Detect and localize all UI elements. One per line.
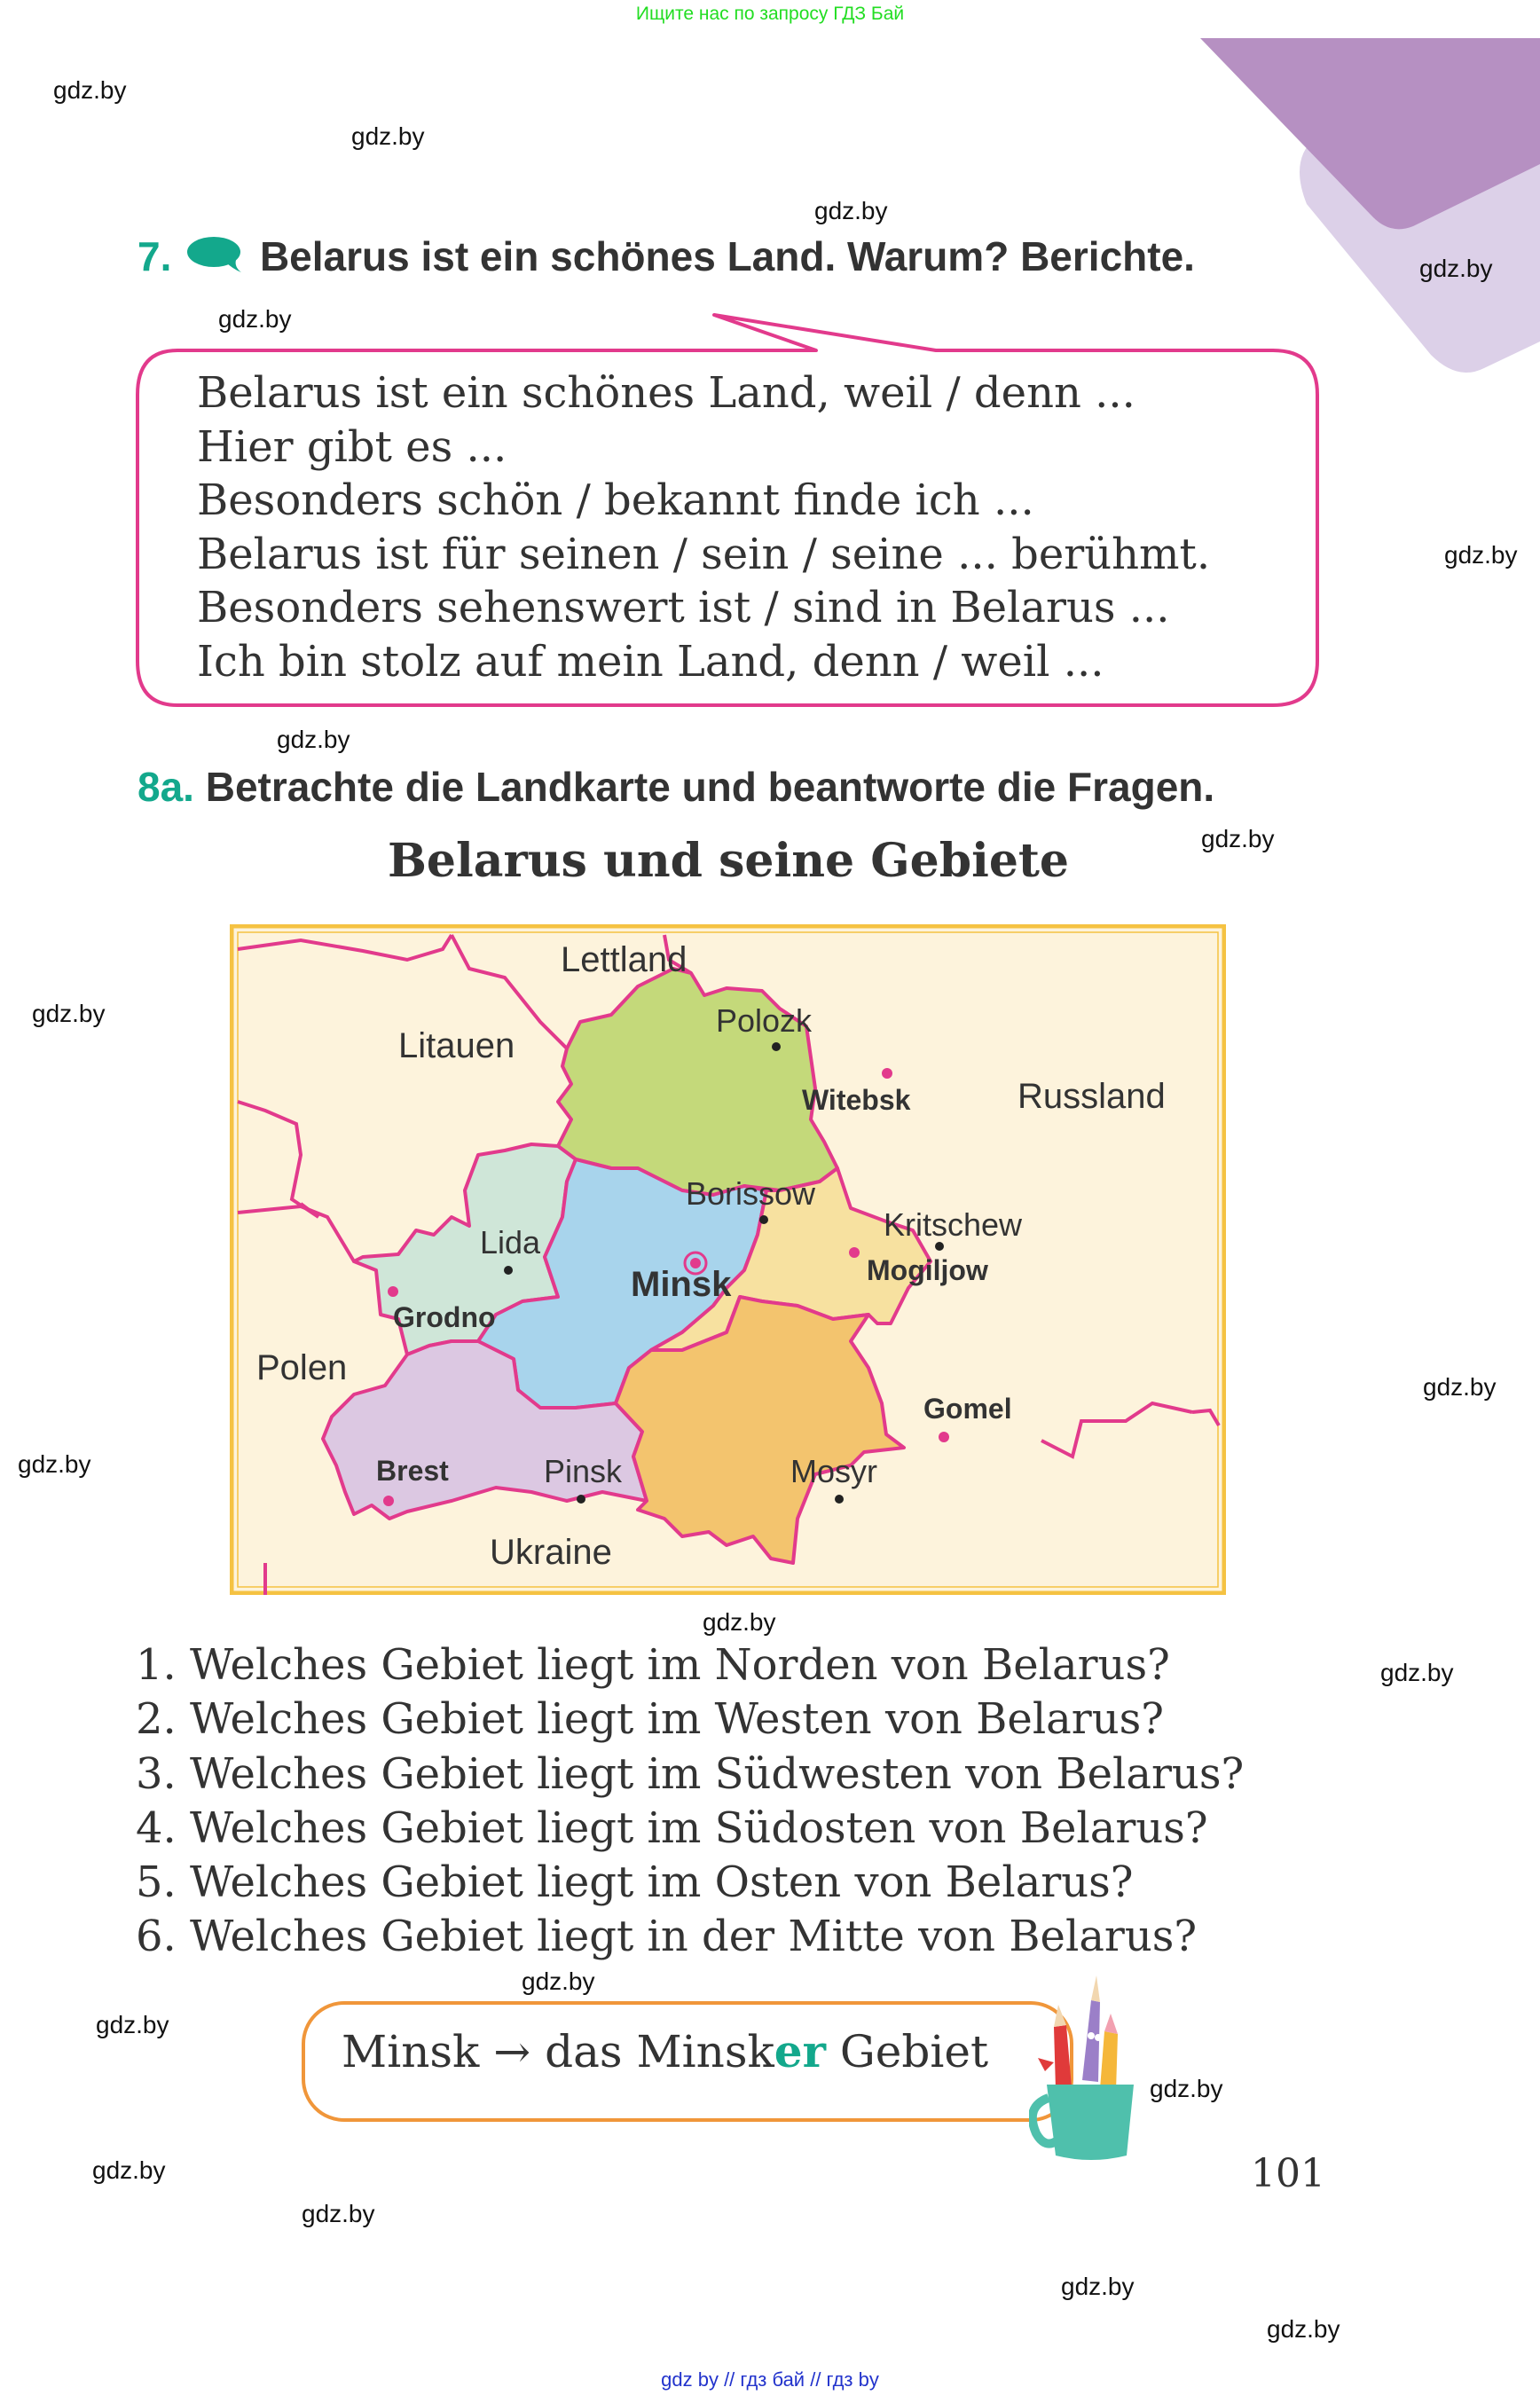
capital-label-witebsk: Witebsk bbox=[802, 1084, 911, 1116]
country-label-polen: Polen bbox=[256, 1348, 348, 1387]
watermark: gdz.by bbox=[277, 726, 350, 753]
town-label-mosyr: Mosyr bbox=[790, 1453, 877, 1489]
phrase-line: Hier gibt es ... bbox=[197, 421, 507, 472]
tip-suffix: Gebiet bbox=[839, 2026, 989, 2077]
exercise-title: Betrachte die Landkarte und beantworte die Fragen. bbox=[205, 764, 1215, 810]
belarus-map bbox=[230, 924, 1226, 1595]
phrase-line: Belarus ist ein schönes Land, weil / denn ... bbox=[197, 368, 1135, 418]
capital-label-gomel: Gomel bbox=[923, 1393, 1012, 1425]
watermark: gdz.by bbox=[32, 1000, 106, 1027]
capital-label-grodno: Grodno bbox=[393, 1301, 496, 1333]
phrase-line: Besonders sehenswert ist / sind in Belarus ... bbox=[197, 583, 1170, 632]
town-label-kritschew: Kritschew bbox=[884, 1206, 1023, 1243]
town-label-polozk: Polozk bbox=[716, 1002, 813, 1039]
page-number: 101 bbox=[1251, 2151, 1325, 2196]
watermark: gdz.by bbox=[1444, 541, 1518, 569]
phrase-line: Belarus ist für seinen / sein / seine ... berühmt. bbox=[197, 529, 1211, 579]
phrase-list bbox=[197, 366, 1210, 688]
question-item: 1. Welches Gebiet liegt im Norden von Belarus? bbox=[136, 1640, 1170, 1690]
question-item: 6. Welches Gebiet liegt in der Mitte von Belarus? bbox=[136, 1912, 1198, 1962]
watermark: gdz.by bbox=[351, 122, 425, 150]
search-hint-banner: Ищите нас по запросу ГДЗ Бай bbox=[635, 4, 905, 24]
tip-prefix: Minsk bbox=[342, 2026, 480, 2077]
question-item: 3. Welches Gebiet liegt im Südwesten von Belarus? bbox=[136, 1748, 1245, 1799]
exercise-title: Belarus ist ein schönes Land. Warum? Berichte. bbox=[259, 233, 1195, 279]
exercise-7-heading bbox=[138, 232, 1195, 280]
country-label-lettland: Lettland bbox=[561, 940, 688, 979]
capital-label-mogiljow: Mogiljow bbox=[867, 1254, 988, 1286]
watermark: gdz.by bbox=[1061, 2273, 1135, 2300]
country-label-ukraine: Ukraine bbox=[490, 1533, 612, 1572]
watermark: gdz.by bbox=[302, 2200, 375, 2227]
watermark: gdz.by bbox=[1380, 1659, 1454, 1686]
phrase-line: Ich bin stolz auf mein Land, denn / weil ... bbox=[197, 636, 1104, 687]
watermark: gdz.by bbox=[1423, 1373, 1497, 1401]
question-item: 4. Welches Gebiet liegt im Südosten von Belarus? bbox=[136, 1802, 1208, 1853]
phrase-line: Besonders schön / bekannt finde ich ... bbox=[197, 475, 1034, 525]
question-list bbox=[136, 1638, 1244, 1965]
question-item: 2. Welches Gebiet liegt im Westen von Belarus? bbox=[136, 1694, 1165, 1745]
watermark: gdz.by bbox=[814, 197, 888, 224]
tip-highlight: er bbox=[774, 2025, 826, 2077]
map-title: Belarus und seine Gebiete bbox=[387, 834, 1070, 888]
watermark: gdz.by bbox=[18, 1450, 91, 1478]
watermark: gdz.by bbox=[1267, 2315, 1340, 2343]
country-label-litauen: Litauen bbox=[398, 1026, 515, 1065]
arrow-icon: → bbox=[493, 2026, 531, 2077]
watermark: gdz.by bbox=[1419, 255, 1493, 282]
watermark: gdz.by bbox=[92, 2156, 166, 2184]
exercise-number: 8a. bbox=[138, 764, 194, 810]
town-label-pinsk: Pinsk bbox=[544, 1453, 623, 1489]
pencil-mug-illustration bbox=[1029, 1974, 1149, 2164]
town-label-lida: Lida bbox=[480, 1224, 541, 1260]
question-item: 5. Welches Gebiet liegt im Osten von Belarus? bbox=[136, 1857, 1134, 1908]
watermark: gdz.by bbox=[53, 76, 127, 104]
watermark: gdz.by bbox=[1201, 825, 1275, 852]
capital-label-brest: Brest bbox=[376, 1455, 449, 1487]
speech-bubble-icon bbox=[186, 235, 245, 274]
footer-links: gdz by // гдз бай // гдз by bbox=[661, 2368, 879, 2391]
watermark: gdz.by bbox=[703, 1608, 776, 1636]
grammar-tip-text bbox=[342, 2025, 988, 2077]
exercise-8a-heading bbox=[138, 763, 1214, 811]
country-label-russland: Russland bbox=[1018, 1077, 1166, 1116]
capital-label-minsk: Minsk bbox=[631, 1265, 732, 1304]
tip-middle: das Minsk bbox=[545, 2026, 774, 2077]
exercise-number: 7. bbox=[138, 233, 172, 279]
watermark: gdz.by bbox=[1150, 2075, 1223, 2102]
watermark: gdz.by bbox=[96, 2011, 169, 2038]
watermark: gdz.by bbox=[522, 1967, 595, 1995]
town-label-borissow: Borissow bbox=[686, 1175, 816, 1212]
watermark: gdz.by bbox=[218, 305, 292, 333]
